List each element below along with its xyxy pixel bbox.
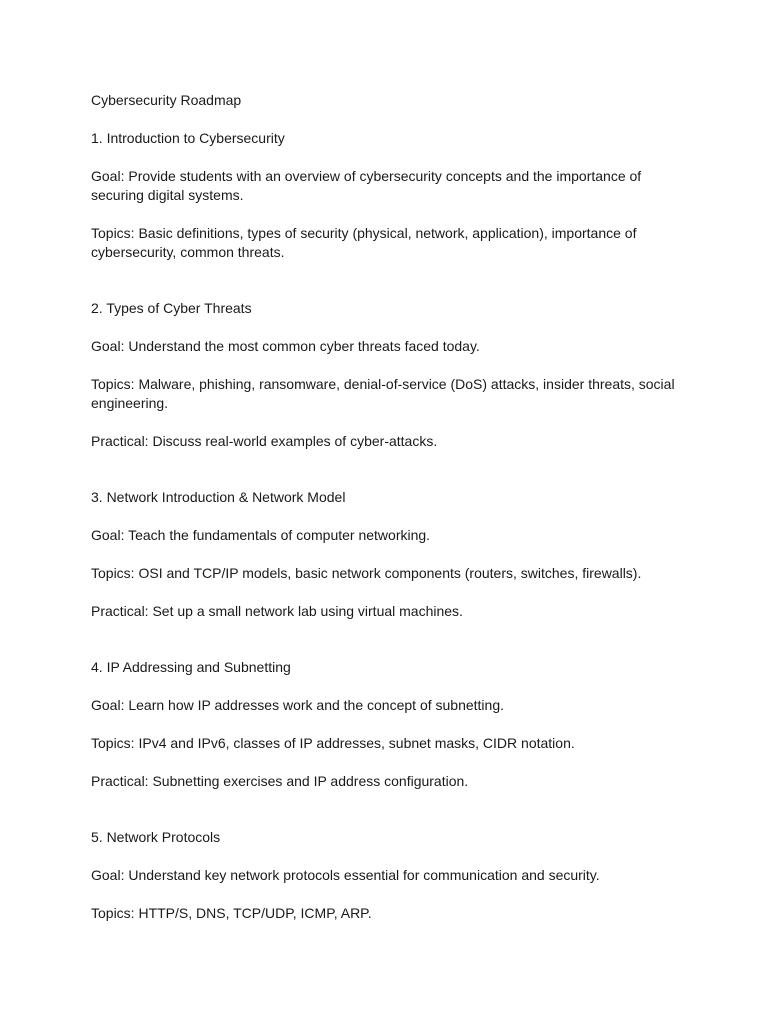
section-spacer (91, 810, 681, 828)
section-cyber-threats (91, 299, 681, 451)
section-goal: Goal: Provide students with an overview of cybersecurity concepts and the importance of securing digital systems. (91, 168, 642, 203)
section-heading: 5. Network Protocols (91, 829, 221, 845)
section-topics: Topics: HTTP/S, DNS, TCP/UDP, ICMP, ARP. (91, 905, 372, 921)
section-heading: 2. Types of Cyber Threats (91, 300, 252, 316)
document-title: Cybersecurity Roadmap (91, 92, 242, 108)
document-body (91, 91, 681, 942)
section-goal: Goal: Understand key network protocols essential for communication and security. (91, 867, 600, 883)
section-introduction (91, 129, 681, 262)
section-heading: 4. IP Addressing and Subnetting (91, 659, 291, 675)
section-topics: Topics: Basic definitions, types of security (physical, network, application), importance of cybersecurity, common threats. (91, 225, 637, 260)
section-practical: Practical: Set up a small network lab using virtual machines. (91, 603, 463, 619)
section-heading: 3. Network Introduction & Network Model (91, 489, 346, 505)
section-spacer (91, 281, 681, 299)
section-topics: Topics: OSI and TCP/IP models, basic network components (routers, switches, firewalls). (91, 565, 642, 581)
section-practical: Practical: Subnetting exercises and IP address configuration. (91, 773, 469, 789)
section-spacer (91, 640, 681, 658)
section-network-model (91, 488, 681, 621)
section-practical: Practical: Discuss real-world examples of cyber-attacks. (91, 433, 438, 449)
section-spacer (91, 470, 681, 488)
section-ip-addressing (91, 658, 681, 791)
section-goal: Goal: Learn how IP addresses work and the concept of subnetting. (91, 697, 504, 713)
section-goal: Goal: Teach the fundamentals of computer networking. (91, 527, 431, 543)
section-topics: Topics: Malware, phishing, ransomware, denial-of-service (DoS) attacks, insider threats, social engineering. (91, 376, 675, 411)
section-goal: Goal: Understand the most common cyber threats faced today. (91, 338, 480, 354)
section-topics: Topics: IPv4 and IPv6, classes of IP addresses, subnet masks, CIDR notation. (91, 735, 575, 751)
section-heading: 1. Introduction to Cybersecurity (91, 130, 285, 146)
section-network-protocols (91, 828, 681, 923)
